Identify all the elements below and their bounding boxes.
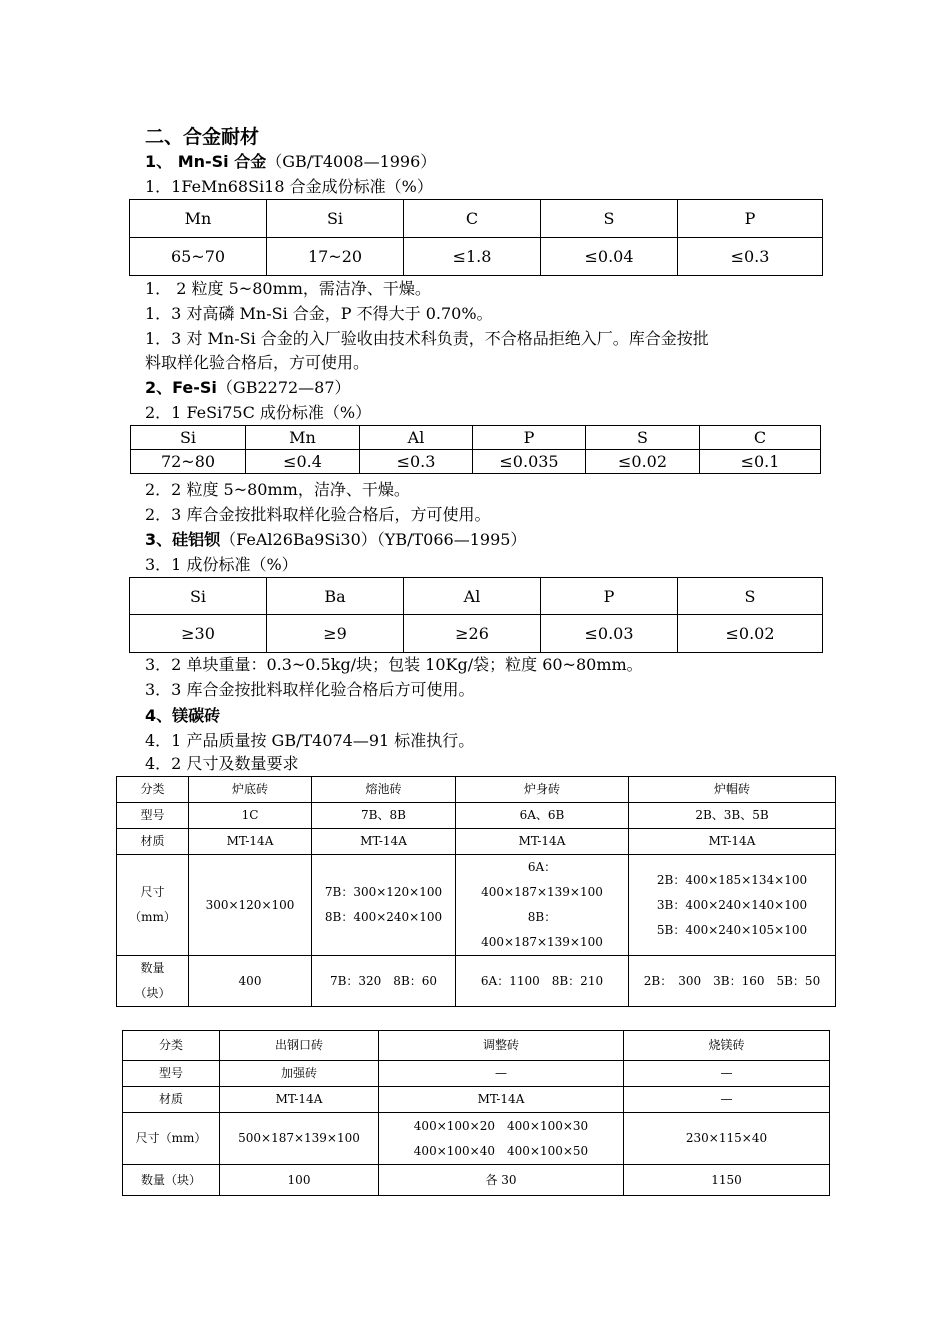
table-cell: ≤1.8 [404,238,541,276]
table-cell: S [678,578,823,615]
s3-sub-3-2: 3．2 单块重量：0.3~0.5kg/块；包装 10Kg/袋；粒度 60~80mm。 [145,655,643,674]
table-cell: C [404,200,541,238]
table-header-row [130,200,823,238]
table-cell: 72~80 [131,450,246,474]
section-title: 二、合金耐材 [145,126,260,148]
table-cell: ≤0.1 [700,450,821,474]
s1-standard: （GB/T4008—1996） [266,152,437,171]
fesi-composition-table [130,425,821,474]
s3-sub-3-1: 3．1 成份标准（%） [145,555,298,574]
size-unit-label: （mm） [129,910,176,924]
table-cell: ≤0.4 [246,450,360,474]
table-cell: 1150 [624,1165,830,1196]
table-cell: 熔池砖 [312,777,456,803]
table-cell: ≤0.04 [541,238,678,276]
s2-heading-line [145,377,351,399]
table-cell: 炉底砖 [189,777,312,803]
s1-sub-1-3a: 1．3 对高磷 Mn-Si 合金，P 不得大于 0.70%。 [145,304,493,323]
s2-sub-2-3: 2．3 库合金按批料取样化验合格后，方可使用。 [145,505,491,524]
table-cell: 300×120×100 [189,855,312,956]
table-row [117,803,836,829]
s3-standard: （FeAl26Ba9Si30）（YB/T066—1995） [220,530,527,549]
size-line: 3B：400×240×140×100 [656,897,808,912]
table-cell: P [473,426,586,450]
table-cell: Ba [267,578,404,615]
table-cell: 230×115×40 [624,1113,830,1165]
table-cell: MT-14A [189,829,312,855]
table-cell: MT-14A [456,829,629,855]
table-cell: MT-14A [629,829,836,855]
table-cell: ≤0.02 [586,450,700,474]
table-cell: ≤0.3 [360,450,473,474]
brick-size-table-a [116,776,836,1007]
qty-label: 数量 [140,961,165,975]
s1-sub-1-2: 1． 2 粒度 5~80mm，需洁净、干燥。 [145,279,431,298]
s2-heading: 2、Fe-Si [145,378,217,397]
table-cell: 烧镁砖 [624,1031,830,1061]
table-row [130,238,823,276]
mnsi-composition-table [129,199,823,276]
size-line: 400×100×20 400×100×30 [413,1118,589,1133]
s4-heading-line [145,705,220,727]
table-cell: ≤0.035 [473,450,586,474]
size-line: 400×187×139×100 [481,885,603,899]
table-cell: MT-14A [312,829,456,855]
size-line: 7B：300×120×100 [324,885,443,899]
table-cell: 调整砖 [379,1031,624,1061]
table-cell: 型号 [117,803,189,829]
table-cell: 加强砖 [220,1061,379,1087]
table-row [117,855,836,956]
table-cell: Si [131,426,246,450]
s3-heading: 3、硅铝钡 [145,530,221,549]
s1-heading: 1、 Mn-Si 合金 [145,152,267,171]
table-cell: Si [130,578,267,615]
table-cell: C [700,426,821,450]
s4-sub-4-1: 4．1 产品质量按 GB/T4074—91 标准执行。 [145,731,475,750]
table-cell: 7B：320 8B：60 [312,956,456,1007]
table-cell: S [586,426,700,450]
table-cell: — [624,1087,830,1113]
size-line: 400×187×139×100 [481,935,603,949]
table-cell [117,956,189,1007]
table-cell: ≥30 [130,615,267,653]
table-cell: ≥9 [267,615,404,653]
table-cell: Si [267,200,404,238]
size-line: 5B：400×240×105×100 [656,922,808,937]
table-cell: ≤0.02 [678,615,823,653]
table-cell: P [678,200,823,238]
table-cell: 500×187×139×100 [220,1113,379,1165]
size-line: 8B：400×240×100 [324,910,443,924]
s1-sub-1-1: 1．1FeMn68Si18 合金成份标准（%） [145,177,433,196]
table-cell: 1C [189,803,312,829]
size-line: 8B： [527,910,557,924]
table-cell: Al [360,426,473,450]
table-row [131,450,821,474]
table-cell [456,855,629,956]
table-cell: — [379,1061,624,1087]
brick-size-table-b [122,1030,830,1196]
table-cell: 2B、3B、5B [629,803,836,829]
table-cell: 400 [189,956,312,1007]
s2-standard: （GB2272—87） [216,378,351,397]
table-cell: P [541,578,678,615]
table-row [123,1165,830,1196]
table-header-row [130,578,823,615]
table-cell [379,1113,624,1165]
s1-heading-line [145,151,436,173]
table-cell: 炉帽砖 [629,777,836,803]
table-cell: 出钢口砖 [220,1031,379,1061]
table-cell: Al [404,578,541,615]
s1-sub-1-3b-line2: 料取样化验合格后，方可使用。 [145,353,370,372]
qty-unit-label: （块） [134,986,171,1000]
size-label: 尺寸 [140,885,165,899]
table-cell: 7B、8B [312,803,456,829]
s3-heading-line [145,529,526,551]
table-cell: 6A：1100 8B：210 [456,956,629,1007]
table-cell: 65~70 [130,238,267,276]
table-cell [117,855,189,956]
size-line: 400×100×40 400×100×50 [413,1143,589,1158]
table-cell: 分类 [123,1031,220,1061]
s4-sub-4-2: 4．2 尺寸及数量要求 [145,754,299,773]
table-cell: MT-14A [220,1087,379,1113]
table-cell: 2B： 300 3B：160 5B：50 [629,956,836,1007]
table-row [123,1113,830,1165]
table-cell: ≤0.3 [678,238,823,276]
s1-sub-1-3b-line1: 1．3 对 Mn-Si 合金的入厂验收由技术科负责，不合格品拒绝入厂。库合金按批 [145,329,709,348]
table-row [123,1061,830,1087]
size-line: 6A： [527,860,557,874]
table-cell: MT-14A [379,1087,624,1113]
table-cell: 6A、6B [456,803,629,829]
table-header-row [117,777,836,803]
table-cell: 17~20 [267,238,404,276]
s2-sub-2-1: 2．1 FeSi75C 成份标准（%） [145,403,372,422]
table-cell: 尺寸（mm） [123,1113,220,1165]
sialba-composition-table [129,577,823,653]
table-header-row [123,1031,830,1061]
table-row [130,615,823,653]
table-cell: ≤0.03 [541,615,678,653]
table-cell: ≥26 [404,615,541,653]
table-cell: Mn [130,200,267,238]
table-cell: 型号 [123,1061,220,1087]
table-cell: S [541,200,678,238]
table-cell: 各 30 [379,1165,624,1196]
table-cell: 100 [220,1165,379,1196]
table-cell: 炉身砖 [456,777,629,803]
table-cell: Mn [246,426,360,450]
table-header-row [131,426,821,450]
table-row [123,1087,830,1113]
size-line: 2B：400×185×134×100 [656,872,808,887]
s3-sub-3-3: 3．3 库合金按批料取样化验合格后方可使用。 [145,680,475,699]
table-row [117,829,836,855]
table-cell [312,855,456,956]
s2-sub-2-2: 2．2 粒度 5~80mm，洁净、干燥。 [145,480,410,499]
table-cell: 材质 [123,1087,220,1113]
table-cell [629,855,836,956]
s4-heading: 4、镁碳砖 [145,706,221,725]
table-cell: 数量（块） [123,1165,220,1196]
table-cell: 分类 [117,777,189,803]
table-row [117,956,836,1007]
table-cell: 材质 [117,829,189,855]
table-cell: — [624,1061,830,1087]
